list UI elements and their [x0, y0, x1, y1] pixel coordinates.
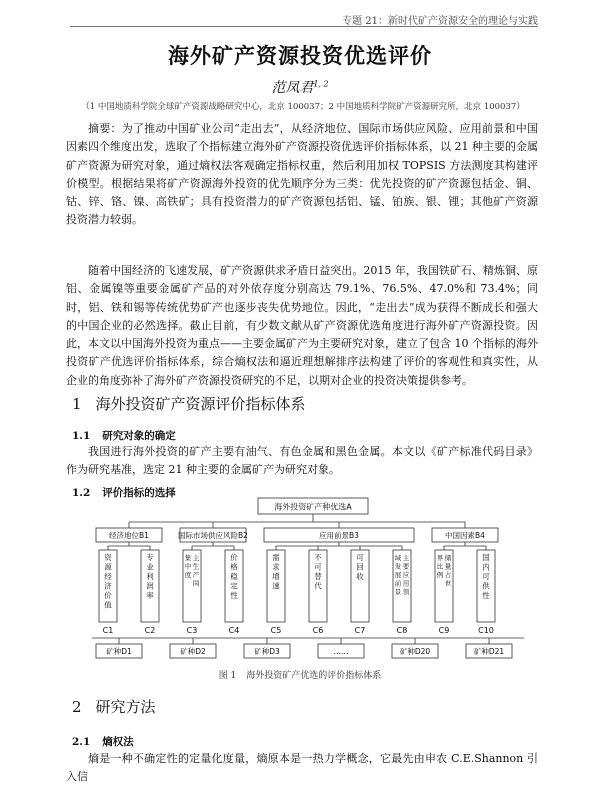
criterion-char: 稳	[230, 572, 238, 581]
mineral-node-label: 矿种D2	[180, 647, 206, 656]
intro-paragraph: 随着中国经济的飞速发展，矿产资源供求矛盾日益突出。2015 年，我国铁矿石、精炼铜、原铝、金属镍等重要金属矿产品的对外依存度分别高达 79.1%、76.5%、47.0%和 73.4%；同时，铝、铁和锡等传统优势矿产也逐步丧失优势地位。因此，“走出去”成为获得不断成长和强大的中国企业的必然选择。截止目前，有少数文献从矿产资源优选角度进行海外矿产资源投资。因此，本文以中国海外投资为重点——主要金属矿产为主要研究对象，建立了包含 10 个指标的海外投资矿产优选评价指标体系，综合熵权法和逼近理想解排序法构建了评价的客观性和真实性，从企业的角度弥补了海外矿产资源投资研究的不足，以期对企业的投资决策提供参考。	[66, 264, 538, 387]
criterion-char: 要	[402, 562, 410, 571]
subsection-title: 熵权法	[102, 736, 134, 748]
criterion-char: 速	[272, 581, 280, 591]
criterion-char: 定	[230, 581, 238, 591]
criterion-char: 源	[104, 562, 112, 572]
criterion-char: 量	[444, 562, 452, 571]
criterion-char: 集	[184, 554, 192, 562]
criterion-char: 国	[482, 553, 490, 562]
mineral-node-label: 矿种D21	[473, 647, 505, 656]
criterion-char: 内	[482, 562, 490, 572]
criterion-char: 求	[272, 562, 280, 572]
criterion-char: 格	[230, 562, 238, 572]
criterion-char: 增	[272, 572, 280, 581]
criterion-char: 中	[184, 562, 192, 571]
criterion-char: 可	[356, 553, 364, 562]
criterion-char: 供	[482, 581, 490, 591]
criterion-char: 性	[482, 591, 490, 600]
mineral-node-label: ……	[333, 647, 349, 656]
paper-title: 海外矿产资源投资优选评价	[168, 43, 432, 68]
subsection-number: 1.2	[72, 487, 91, 499]
criterion-char: 替	[314, 572, 322, 581]
figure-1	[88, 494, 528, 664]
section-title: 研究方法	[95, 698, 156, 716]
header-rule	[70, 26, 538, 27]
criterion-code: C9	[438, 626, 450, 635]
criterion-char: 收	[356, 572, 364, 581]
criterion-char: 济	[104, 581, 112, 591]
criterion-char: 世	[444, 579, 452, 588]
section-1-heading	[72, 393, 306, 414]
mineral-node-label: 矿种D1	[106, 647, 132, 656]
criterion-char: 不	[314, 553, 322, 562]
criterion-code: C8	[396, 626, 408, 635]
criterion-char: 占	[444, 571, 452, 579]
criterion-char: 值	[104, 600, 112, 610]
criterion-char: 领	[402, 588, 410, 596]
criterion-char: 域	[394, 554, 402, 562]
criterion-char: 生	[192, 562, 200, 571]
criterion-char: 润	[146, 581, 154, 591]
subsection-title: 评价指标的选择	[102, 487, 176, 499]
criterion-code: C10	[478, 626, 494, 635]
criterion-char: 发	[394, 562, 402, 571]
criterion-char: 资	[104, 553, 112, 562]
criterion-char: 主	[402, 554, 410, 562]
criterion-char: 率	[146, 591, 154, 600]
indicator-hierarchy-diagram	[88, 494, 528, 664]
running-header: 专题 21：新时代矿产资源安全的理论与实践	[342, 16, 538, 27]
group-node-label: 经济地位B1	[109, 531, 149, 540]
subsection-number: 1.1	[72, 430, 91, 442]
criterion-char: 代	[314, 581, 322, 591]
criterion-char: 经	[104, 572, 112, 581]
section-title: 海外投资矿产资源评价指标体系	[95, 395, 306, 413]
criterion-code: C5	[270, 626, 282, 635]
criterion-char: 应	[402, 571, 410, 579]
criterion-char: 业	[146, 562, 154, 572]
figure-number: 图 1	[218, 671, 237, 681]
criterion-char: 产	[192, 571, 200, 579]
affiliation: （1 中国地质科学院全球矿产资源战略研究中心，北京 100037；2 中国地质科学院矿产资源研究所，北京 100037）	[81, 102, 525, 112]
criterion-code: C1	[102, 626, 114, 635]
author-name: 范凤君	[271, 80, 314, 96]
section-2-1-heading	[72, 734, 134, 749]
criterion-char: 前	[394, 579, 402, 588]
figure-caption-text: 海外投资矿产优选的评价指标体系	[246, 671, 382, 681]
criterion-char: 性	[230, 591, 238, 600]
criterion-code: C4	[228, 626, 240, 635]
section-number: 1	[72, 395, 82, 413]
criterion-code: C3	[186, 626, 198, 635]
criterion-char: 利	[146, 572, 154, 581]
group-node-label: 中国因素B4	[445, 531, 485, 540]
criterion-char: 比	[436, 562, 444, 571]
criterion-char: 可	[314, 562, 322, 572]
criterion-char: 国	[192, 579, 200, 588]
group-node-label: 国际市场供应风险B2	[178, 531, 248, 540]
criterion-char: 度	[184, 571, 192, 579]
criterion-char: 可	[482, 572, 490, 581]
figure-caption	[0, 668, 600, 681]
criterion-char: 用	[402, 579, 410, 588]
mineral-node-label: 矿种D20	[399, 647, 431, 656]
criterion-char: 界	[436, 554, 444, 562]
section-1-1-text: 我国进行海外投资的矿产主要有油气、有色金属和黑色金属。本文以《矿产标准代码目录》作为研究基准，选定 21 种主要的金属矿产为研究对象。	[66, 445, 538, 477]
criterion-char: 专	[146, 553, 154, 562]
group-node-label: 应用前景B3	[319, 531, 359, 540]
section-1-1-heading	[72, 428, 176, 443]
criterion-char: 价	[104, 591, 112, 600]
criterion-char: 价	[230, 553, 238, 562]
criterion-code: C6	[312, 626, 324, 635]
criterion-char: 主	[192, 554, 200, 562]
abstract: 摘要：为了推动中国矿业公司“走出去”，从经济地位、国际市场供应风险、应用前景和中国因素四个维度出发，选取了个指标建立海外矿产资源投资优选评价指标体系，以 21 种主要的金属矿产资源为研究对象，通过熵权法客观确定指标权重，然后利用加权 TOPSIS 方法测度其构建评价模型。根据结果将矿产资源海外投资的优先顺序分为三类：优先投资的矿产资源包括金、铜、钴、锌、铬、镍、高铁矿；具有投资潜力的矿产资源包括铝、锰、铂族、银、锂；其他矿产资源投资潜力较弱。	[66, 122, 538, 227]
criterion-code: C2	[144, 626, 156, 635]
author-line	[0, 77, 600, 97]
subsection-number: 2.1	[72, 736, 91, 748]
section-2-1-text: 熵是一种不确定性的定量化度量，熵原本是一热力学概念，它最先由申农 C.E.Shannon 引入信	[66, 752, 538, 784]
author-affil-marks: 1, 2	[313, 79, 329, 89]
criterion-char: 需	[272, 553, 280, 562]
criterion-char: 储	[444, 554, 452, 562]
mineral-node-label: 矿种D3	[254, 647, 280, 656]
criterion-char: 回	[356, 562, 364, 572]
criterion-char: 展	[394, 571, 402, 579]
criterion-char: 景	[394, 588, 402, 596]
criterion-char: 例	[436, 571, 444, 579]
subsection-title: 研究对象的确定	[102, 430, 176, 442]
section-2-heading	[72, 696, 156, 717]
root-node-label: 海外投资矿产种优选A	[274, 502, 352, 512]
criterion-code: C7	[354, 626, 366, 635]
section-number: 2	[72, 698, 82, 716]
